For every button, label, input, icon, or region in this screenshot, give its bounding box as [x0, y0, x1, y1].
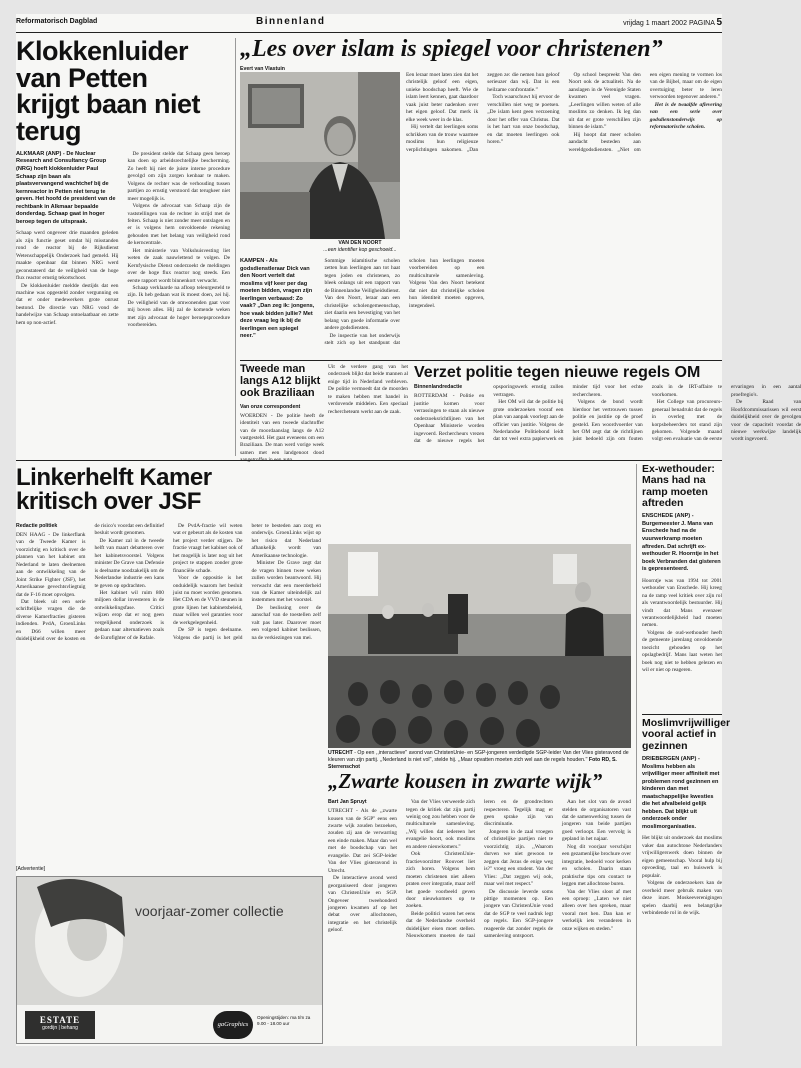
lead-exwethouder: ENSCHEDE (ANP) - Burgemeester J. Mans van Enschede had na de vuurwerkramp moeten aftreden. Dat schrijft ex-wethouder R. Hoorntje in het boek Verbranden dat gisteren is gepresenteerd. — [642, 513, 721, 573]
byline-tweede: Van onze correspondent — [240, 403, 301, 410]
section-name: Binnenland — [256, 16, 326, 27]
paragraph: De interactieve avond werd georganiseerd door jongeren van ChristenUnie en SGP. Ongeveer tweehonderd jongeren kwamen af op het debat over allochtonen, integratie en het christelijk geloof. — [328, 875, 397, 934]
paragraph: Het College van procureurs-generaal benadrukt dat de regels in overleg met de korpsbeheerders tot stand zijn gekomen. Volgende maand volgt een evaluatie van de eerste ervaringen in een aantal proefregio's. — [651, 384, 801, 443]
page-date: vrijdag 1 maart 2002 — [623, 20, 687, 27]
byline-jsf: Redactie politiek — [16, 522, 58, 529]
section-rule — [240, 360, 722, 361]
paragraph: Op school bespreekt Van den Noort ook de actualiteit. Na de aanslagen in de Verenigde Staten kwamen veel vragen. „Leerlingen willen weten of alle moslims zo denken. Ik leg dan uit dat er grote verschillen zijn binnen de islam.” — [568, 72, 641, 131]
article-petten — [16, 38, 230, 456]
byline-kousen: Bart Jan Spruyt — [328, 799, 367, 806]
paragraph: Het kabinet wil ruim 800 miljoen dollar investeren in de ontwikkelingsfase. Critici wijzen erop dat er nog geen vergelijkend onderzoek is gedaan naar alternatieven zoals de Eurofighter of de Rafale. — [94, 590, 164, 641]
article-islam-body-right — [406, 72, 722, 354]
section-rule — [642, 714, 722, 715]
paragraph: Het blijkt uit onderzoek dat moslims vaker dan autochtone Nederlanders vrijwilligerswerk doen binnen de eigen gemeenschap. Vooral hulp bij opvoeding, taal en huiswerk is populair. — [642, 835, 722, 879]
paragraph: Hij vertelt dat leerlingen soms schrikken van de trouw waarmee moslims hun religieuze verplichtingen nakomen. „Dan zeggen ze: die nemen hun geloof serieuzer dan wij. Dat is een heilzame confrontatie.” — [406, 72, 560, 153]
headline-moslim: Moslimvrijwilliger vooral actief in gezinnen — [642, 717, 731, 752]
ad-brand — [25, 1011, 95, 1039]
page-date-number — [623, 17, 722, 28]
ad-brand-sub: gordijn | behang — [42, 1025, 78, 1031]
paragraph: Van der Vlies sloot af met een oproep: ,,Laten we niet alleen over hen spreken, maar vooral met hen. Dan kan er werkelijk iets veranderen in onze wijken en steden.'' — [562, 888, 631, 932]
page-header — [16, 14, 722, 33]
paragraph: Dat bleek uit een serie schriftelijke vragen die de diverse Kamerfracties gisteren indienden. PvdA, GroenLinks en D66 willen meer duidelijkheid over de kosten en de risico's voordat een definitief besluit wordt genomen. — [16, 522, 164, 643]
byline-islam: Evert van Vlastuin — [240, 66, 285, 72]
page-number: 5 — [716, 17, 722, 28]
article-tweede-col2 — [328, 364, 408, 456]
article-islam-body — [240, 258, 485, 354]
paragraph: Beide politici waren het eens dat de Nederlandse overheid duidelijker eisen moet stellen. Nieuwkomers moeten de taal leren en de grondrechten respecteren. Tegelijk mag er geen sprake zijn van discriminatie. — [406, 799, 553, 940]
debate-photo — [328, 544, 631, 748]
headline-exwethouder: Ex-wethouder: Mans had na ramp moeten aftreden — [642, 463, 715, 509]
paragraph: Hoorntje was van 1994 tot 2001 wethouder van Enschede. Hij kreeg na de ramp veel kritiek over zijn rol als verantwoordelijk bestuurder. Hij vindt dat Mans evenzeer verantwoordelijkheid had moeten nemen. — [642, 577, 722, 629]
lead-islam: KAMPEN - Als godsdienstleraar Dick van den Noort vertelt dat moslims vijf keer per dag moeten bidden, vragen zijn leerlingen verbaasd: Zo vaak? „Dan zeg ik: jongens, hoe vaak bidden jullie? Met deze vraag leg ik bij de leerlingen een spiegel neer.” — [240, 258, 315, 340]
paragraph: Het is de twaalfde aflevering van een serie over godsdienstonderwijs op reformatorische scholen. — [649, 101, 722, 131]
paragraph: Volgens de oud-wethouder heeft de gemeente jarenlang onvoldoende toezicht gehouden op het opslagbedrijf. Mans laat weten het boek nog niet te hebben gelezen en wil er niet op reageren. — [642, 629, 722, 674]
ad-store-logo: gaGraphics — [213, 1011, 253, 1039]
column-divider — [235, 38, 236, 456]
article-petten-body — [16, 151, 230, 443]
section-rule — [16, 460, 722, 461]
publication-name: Reformatorisch Dagblad — [16, 18, 98, 25]
paragraph: De SP is tegen deelname. Volgens die partij is het geld beter te besteden aan zorg en onderwijs. GroenLinks wijst op het risico dat Nederland afhankelijk wordt van Amerikaanse technologie. — [173, 522, 321, 641]
paragraph: De Raad van Hoofdcommissarissen wil eerst duidelijkheid over de gevolgen voor de capaciteit voordat de nieuwe werkwijze landelijk wordt ingevoerd. — [731, 399, 801, 443]
article-jsf-body — [16, 523, 321, 853]
paragraph: De discussie leverde soms pittige momenten op. Een jongere van ChristenUnie vond dat de SGP te veel nadruk legt op regels. Een SGP-jongere reageerde dat zonder regels de samenleving ontspoort. — [484, 888, 553, 940]
article-politie — [414, 364, 801, 456]
advertisement-label: [Advertentie] — [16, 866, 46, 872]
paragraph: De klokkenluider meldde destijds dat een machine was opgesteld zonder vergunning en dat er onder medewerkers grote onrust bestond. De directie van NRG vond de handelwijze van Schaap ontoelaatbaar en zette hem op non-actief. — [16, 282, 119, 326]
caption-place: UTRECHT — [328, 750, 353, 756]
paragraph: UTRECHT - Als de ,,zwarte kousen van de SGP'' eens een zwarte wijk zouden bezoeken, zouden zij aan de verwarring een einde maken. Maar dan wel met de boodschap van het evangelie. Dat zei SGP-leider Van der Vlies gisteravond in Utrecht. — [328, 808, 397, 874]
column-divider — [636, 464, 637, 1046]
ad-brand-name: ESTATE — [39, 1015, 81, 1025]
paragraph: Een leraar moet laten zien dat het christelijk geloof een eigen, unieke boodschap heeft. Wie de islam leert kennen, gaat daardoor vaak juist beter nadenken over het eigen geloof. Dat merk ik elke week weer in de klas. — [406, 72, 479, 123]
headline-politie: Verzet politie tegen nieuwe regels OM — [414, 364, 701, 381]
paragraph: WOERDEN - De politie heeft de identiteit van een tweede slachtoffer van de moordaanslag langs de A12 vastgesteld. Het gaat eveneens om een Braziliaan. De man werd vorige week samen met een landgenoot dood — [240, 412, 324, 456]
headline-jsf: Linkerhelft Kamer kritisch over JSF — [16, 464, 212, 516]
headline-tweede: Tweede man langs A12 blijkt ook Braziliaan — [240, 363, 321, 399]
paragraph: Minister De Grave zegt dat de vragen binnen twee weken zullen worden beantwoord. Hij verwacht dat een meerderheid van de Kamer uiteindelijk zal instemmen met het voorstel. — [251, 560, 321, 604]
paragraph: De Kamer zal in de tweede helft van maart debatteren over het kabinetsvoorstel. Volgens minister De Grave van Defensie is deelname noodzakelijk om de Nederlandse industrie een kans te geven op opdrachten. — [94, 537, 164, 589]
paragraph: Schaap werd ongeveer drie maanden geleden als zijn functie geset omdat hij misstanden rond de reactor bij de Rijksdienst Wetenschappelijk Onderzoek had gemeld. Hij maakte openbaar dat binnen NRG werd geconstateerd dat de veiligheid van de hoge flux reactor ernstig tekortschoot. — [16, 230, 119, 282]
paragraph: De inspectie van het onderwijs stelt zich op het standpunt dat scholen hun leerlingen moeten voorbereiden op een multiculturele samenleving. Volgens Van den Noort betekent dat niet dat christelijke scholen hun identiteit moeten opgeven, integendeel. — [324, 258, 485, 346]
paragraph: Het OM wil dat de politie bij grote onderzoeken vooraf een plan van aanpak voorlegt aan de officier van justitie. Volgens de Nederlandse Politiebond leidt dat tot veel extra papierwerk en minder tijd voor het echte rechercheren. — [493, 384, 643, 443]
caption-credit: Foto RD, S. Sterrenschot — [328, 757, 617, 771]
article-exwethouder — [642, 464, 722, 714]
photo-caption-debate — [328, 750, 631, 771]
paragraph: Hij hoopt dat meer scholen aandacht besteden aan wereldgodsdiensten. „Niet om een eigen mening te vormen los van de Bijbel, maar om de eigen overtuiging beter te leren verwoorden tegenover anderen.” — [568, 72, 722, 153]
ad-headline: voorjaar-zomer collectie — [135, 903, 284, 919]
paragraph: DEN HAAG - De linkerflank van de Tweede Kamer is voorzichtig en kritisch over de plannen van het kabinet om Nederland te laten deelnemen aan de ontwikkeling van de Joint Strike Fighter (JSF), het Amerikaanse gevechtsvliegtuig dat de F-16 moet opvolgen. — [16, 531, 86, 598]
paragraph: Van der Vlies verweerde zich tegen de kritiek dat zijn partij weinig oog zou hebben voor de multiculturele samenleving. ,,Wij willen dat iedereen het evangelie hoort, ook moslims en andere nieuwkomers.'' — [406, 799, 475, 850]
ad-store-info: Openingstijden: ma t/m za 9.00 - 18.00 uur — [257, 1015, 311, 1027]
article-moslim — [642, 717, 731, 1046]
page-word: PAGINA — [688, 20, 715, 27]
headline-kousen: „Zwarte kousen in zwarte wijk” — [328, 769, 603, 793]
article-jsf — [16, 466, 321, 861]
paragraph: Het ministerie van Volkshuisvesting liet weten de zaak nauwlettend te volgen. De Kernfysische Dienst onderzoekt de meldingen over de hoge flux reactor nog steeds. Een eerste rapport wordt binnenkort verwacht. — [127, 247, 230, 284]
photo-debate — [328, 544, 631, 748]
paragraph: Nog dit voorjaar verschijnt een gezamenlijke brochure over integratie, bedoeld voor kerken en scholen. Daarin staan praktische tips om contact te leggen met allochtone buren. — [562, 843, 631, 888]
photo-caption-islam — [320, 240, 400, 254]
paragraph: ROTTERDAM - Politie en justitie komen voor verrassingen te staan als nieuwe onderzoeksrichtlijnen van het Openbaar Ministerie worden ingevoerd. Rechercheurs vrezen dat de nieuwe regels het opsporingswerk ernstig zullen vertragen. — [414, 384, 564, 444]
caption-text: - Op een ,,interactieve'' avond van ChristenUnie- en SGP-jongeren verdedigde SGP-leider Van der Vlies gisteravond de kleuren van zijn partij. ,,Nederland is niet vol'', stelde hij. ,,Maar opvatten moeten zich wel aan de regels houden.'' — [328, 750, 629, 764]
paragraph: Voor de oppositie is het onduidelijk waarom het besluit juist nu moet worden genomen. Het CDA en de VVD steunen in grote lijnen het kabinetsbeleid, maar willen wel garanties voor de werkgelegenheid. — [173, 575, 243, 626]
paragraph: Sommige islamitische scholen zetten hun leerlingen aan tot haat tegen joden en christenen, zo bleek onlangs uit een rapport van de Binnenlandse Veiligheidsdienst. Van den Noort, leraar aan een christelijke scholengemeenschap, ziet daarin een bevestiging van het belang van goede informatie over andere godsdiensten. — [324, 258, 401, 332]
lead-moslim: DRIEBERGEN (ANP) - Moslims hebben als vrijwilliger meer affiniteit met problemen rond gezinnen en kinderen dan met maatschappelijke kwesties die het afvalbeleid gelijk hebben. Dat blijkt uit onderzoek onder moslimorganisaties. — [642, 755, 720, 830]
paragraph: Uit de verdere gang van het onderzoek blijkt dat beide mannen al enige tijd in Nederland verbleven. De politie vermoedt dat de moorden te maken hebben met handel in verdovende middelen. Een speciaal rechercheteam werkt aan de zaak. — [328, 364, 408, 415]
caption-name: VAN DEN NOORT — [338, 240, 382, 246]
paragraph: Aan het slot van de avond stelden de organisatoren vast dat de samenwerking tussen de jongeren van beide partijen goed verloopt. Een vervolg is gepland in het najaar. — [562, 799, 631, 843]
article-politie-body — [414, 384, 801, 454]
paragraph: De beslissing over de aanschaf van de toestellen zelf valt pas later. Daarover moet een volgend kabinet beslissen, na de verkiezingen van mei. — [251, 604, 321, 641]
article-tweede — [240, 364, 324, 456]
paragraph: De PvdA-fractie wil weten wat er gebeurt als de kosten van het project verder stijgen. De fractie vraagt het kabinet ook of het mogelijk is later nog uit het project te stappen zonder grote financiële schade. — [173, 522, 243, 574]
article-kousen-body — [328, 799, 631, 1039]
paragraph: Toch waarschuwt hij ervoor de verschillen niet weg te poetsen. „De islam kent geen verzoening door het offer van Christus. Dat is het hart van onze boodschap, en dat moeten leerlingen ook horen.” — [487, 94, 560, 146]
paragraph: Ook ChristenUnie-fractievoorzitter Rouvoet liet zich horen. Volgens hem moeten christenen niet alleen praten over integratie, maar zelf het goede voorbeeld geven door nieuwkomers op te zoeken. — [406, 851, 475, 910]
paragraph: Volgens de advocaat van Schaap zijn de vaststellingen van de rechter in strijd met de feiten. Schaap is niet zonder meer ontslagen en er is volgens hem onvoldoende rekening gehouden met het belang van veiligheid rond de kerncentrale. — [127, 203, 230, 247]
paragraph: Volgens de onderzoekers kan de overheid meer gebruik maken van deze inzet. Moskeeverenigingen spelen daarbij een belangrijke verbindende rol in de wijk. — [642, 880, 722, 916]
headline-islam: „Les over islam is spiegel voor christenen” — [240, 36, 663, 62]
newspaper-page — [16, 14, 801, 1046]
paragraph: Volgens de bond wordt hierdoor het vertrouwen tussen politie en justitie op de proef gesteld. Een woordvoerder van het OM zegt dat de richtlijnen juist bedoeld zijn om fouten zoals in de IRT-affaire te voorkomen. — [572, 384, 722, 443]
article-kousen — [328, 770, 631, 1046]
advertisement[interactable] — [16, 876, 323, 1044]
paragraph: De president stelde dat Schaap geen beroep kan doen op arbeidsrechtelijke bescherming. Zo heeft hij niet de juiste interne procedure gevolgd om zijn zorgen kenbaar te maken. Volgens de rechter was de verhouding tussen partijen zo ernstig verstoord dat terugkeer niet meer mogelijk is. — [127, 150, 230, 202]
headline-petten: Klokkenluider van Petten krijgt baan niet terug — [16, 36, 201, 147]
byline-politie: Binnenlandredactie — [414, 384, 463, 391]
paragraph: Jongeren in de zaal vroegen of christelijke partijen niet te voorzichtig zijn. ,,Waarom durven we niet gewoon te zeggen dat Jezus de enige weg is?'' vroeg een student. Van der Vlies: ,,Dat zeggen wij ook, maar wel met respect.'' — [484, 828, 553, 888]
lead-petten: ALKMAAR (ANP) - De Nuclear Research and Consultancy Group (NRG) hoeft klokkenluider Paul Schaap zijn baan als plaatsvervangend wachtchef bij de kernreactor in Petten niet terug te geven. Het hoofd de president van de rechtbank in Alkmaar bepaalde donderdag. Schaap gaat in hoger beroep tegen de uitspraak. — [16, 150, 116, 225]
paragraph: Schaap verklaarde na afloop teleurgesteld te zijn. Ik heb gedaan wat ik moest doen, zei hij. De veiligheid van de omwonenden gaat voor mij boven alles. Hij zal de komende weken met zijn advocaat de hoger beroepsprocedure voorbereiden. — [127, 285, 230, 329]
caption-text: ...een identifier kop geschoeid... — [323, 247, 397, 254]
